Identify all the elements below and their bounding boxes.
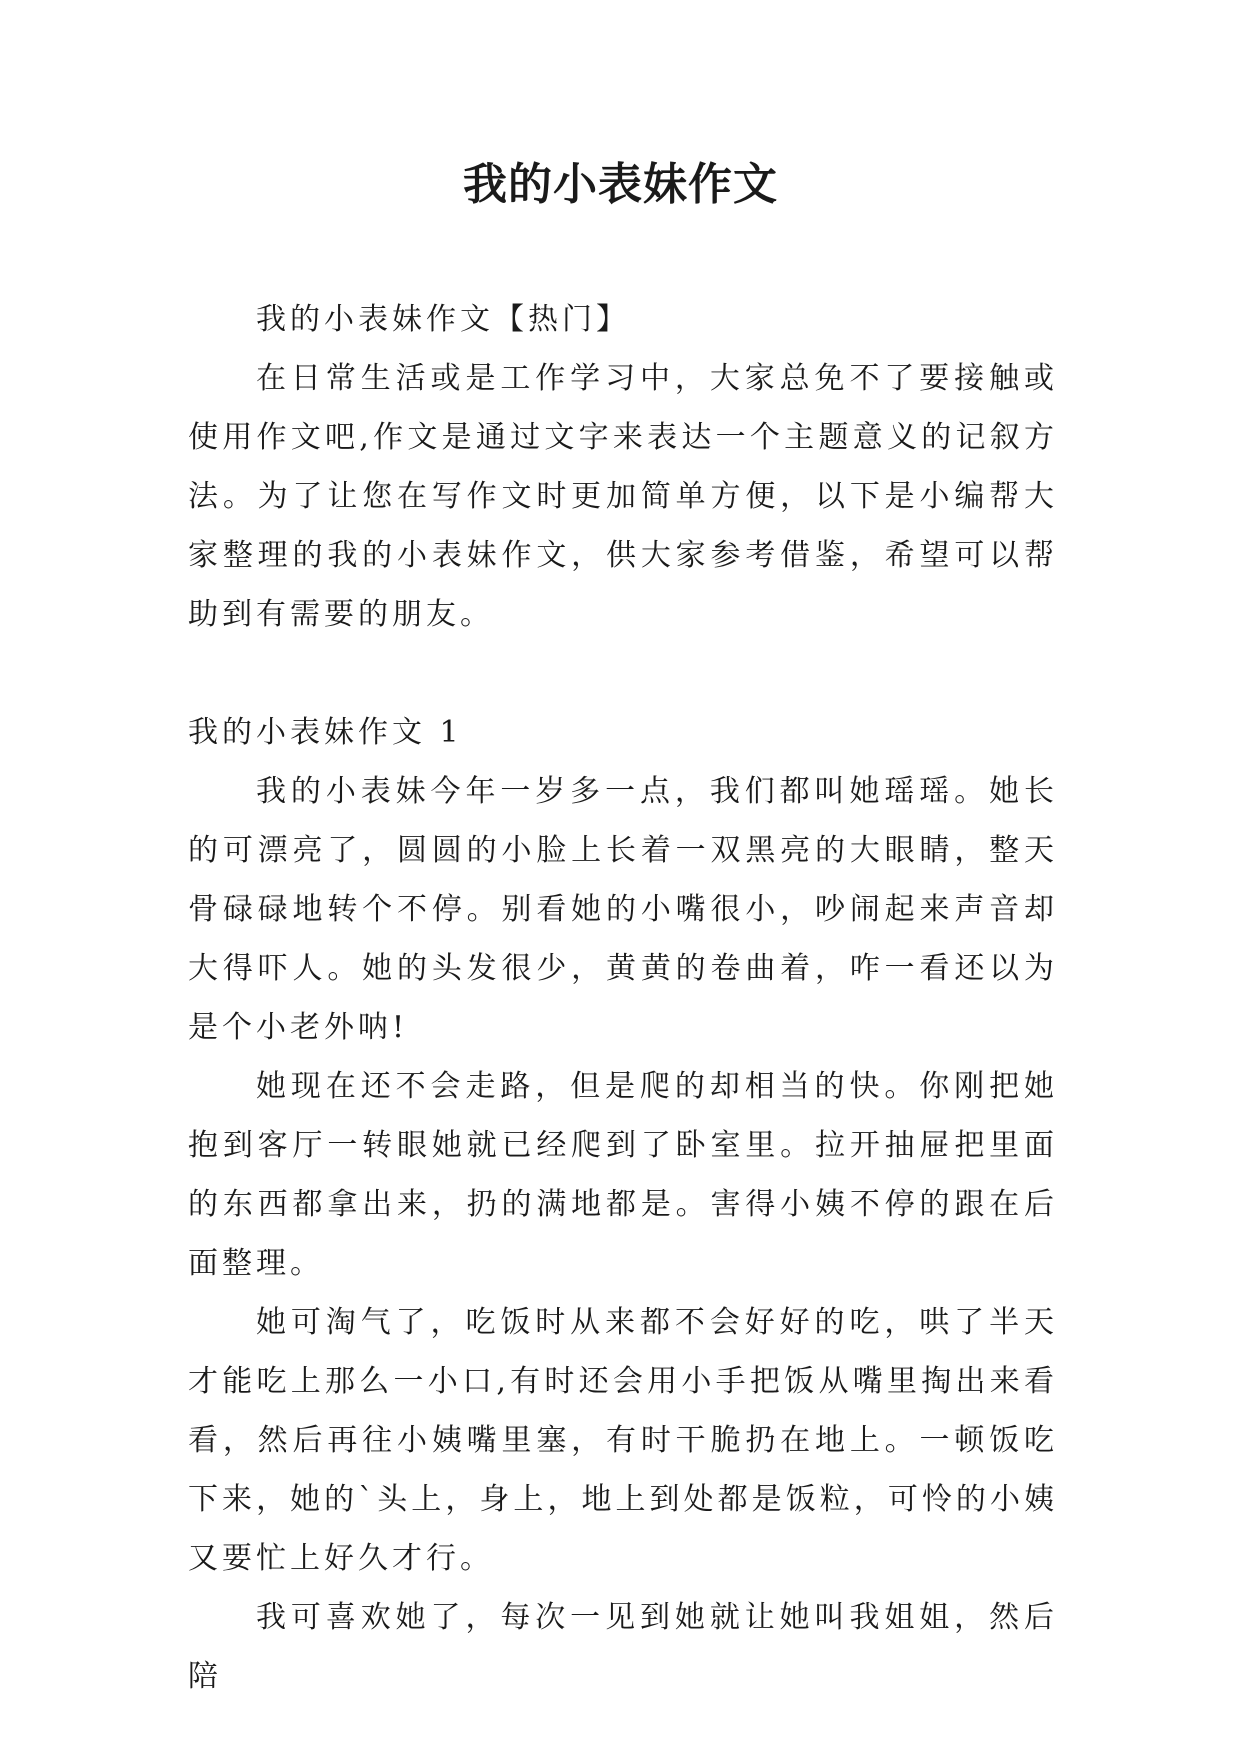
body-paragraph: 她可淘气了，吃饭时从来都不会好好的吃，哄了半天才能吃上那么一小口,有时还会用小手把饭从嘴里掏出来看看，然后再往小姨嘴里塞，有时干脆扔在地上。一顿饭吃下来，她的`头上，身上，地上到处都是饭粒，可怜的小姨又要忙上好久才行。 [188,1305,1058,1576]
document-body [188,290,1058,1706]
section-heading: 我的小表妹作文 1 [188,715,463,750]
document-title: 我的小表妹作文 [463,159,778,210]
section-spacer [188,644,1058,703]
body-paragraph: 我可喜欢她了，每次一见到她就让她叫我姐姐，然后陪 [188,1600,1058,1694]
body-paragraph: 她现在还不会走路，但是爬的却相当的快。你刚把她抱到客厅一转眼她就已经爬到了卧室里。拉开抽屉把里面的东西都拿出来，扔的满地都是。害得小姨不停的跟在后面整理。 [188,1069,1058,1281]
document-subtitle: 我的小表妹作文【热门】 [256,302,630,337]
intro-paragraph: 在日常生活或是工作学习中，大家总免不了要接触或使用作文吧,作文是通过文字来表达一个主题意义的记叙方法。为了让您在写作文时更加简单方便，以下是小编帮大家整理的我的小表妹作文，供大家参考借鉴，希望可以帮助到有需要的朋友。 [188,361,1058,632]
body-paragraph: 我的小表妹今年一岁多一点，我们都叫她瑶瑶。她长的可漂亮了，圆圆的小脸上长着一双黑亮的大眼睛，整天骨碌碌地转个不停。别看她的小嘴很小，吵闹起来声音却大得吓人。她的头发很少，黄黄的卷曲着，咋一看还以为是个小老外呐! [188,774,1058,1045]
